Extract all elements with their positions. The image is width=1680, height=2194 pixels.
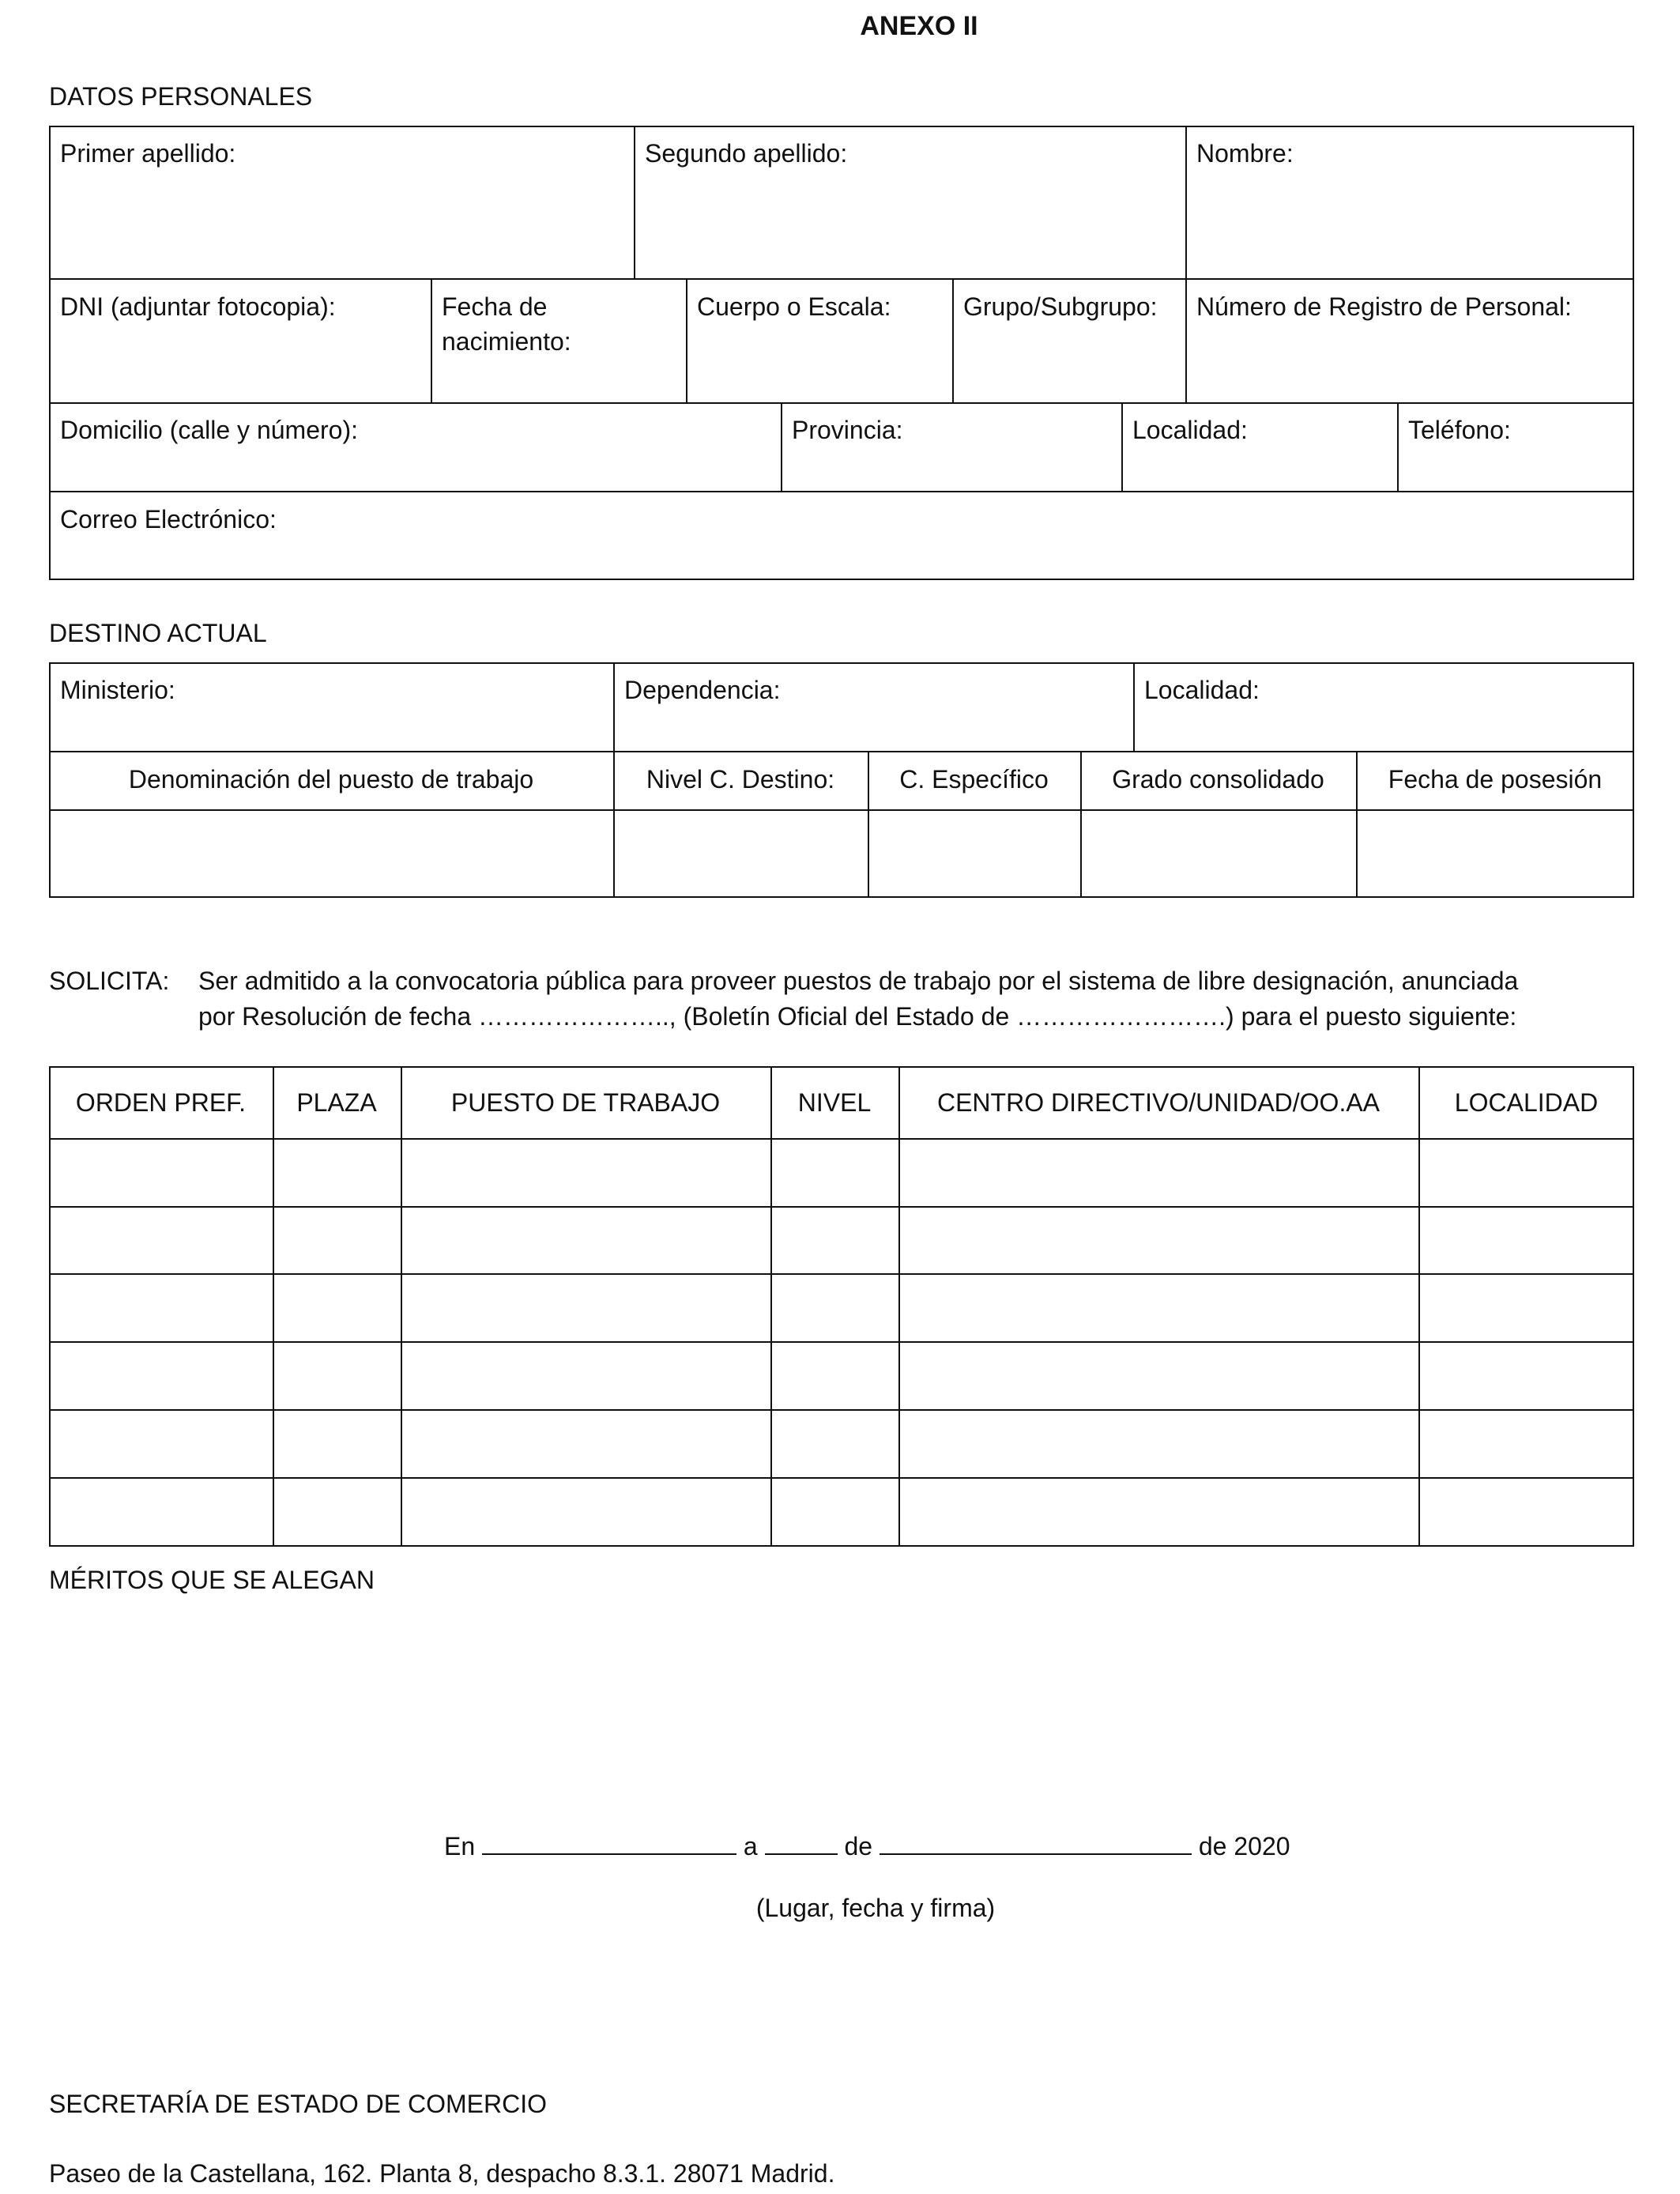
table-row[interactable] xyxy=(51,1208,1633,1273)
divider xyxy=(1121,402,1123,491)
column-header: Grado consolidado xyxy=(1112,765,1324,794)
field-dni[interactable]: DNI (adjuntar fotocopia): xyxy=(60,292,336,321)
field-cuerpo-escala[interactable]: Cuerpo o Escala: xyxy=(697,292,891,321)
firma-caption: (Lugar, fecha y firma) xyxy=(755,1894,996,1922)
table-row[interactable] xyxy=(51,1343,1633,1409)
column-header: PUESTO DE TRABAJO xyxy=(450,1088,721,1117)
firma-line xyxy=(444,1825,1290,1864)
field-localidad[interactable]: Localidad: xyxy=(1132,416,1248,444)
personal-data-table xyxy=(49,126,1634,580)
field-dependencia[interactable]: Dependencia: xyxy=(624,676,781,704)
column-header: Denominación del puesto de trabajo xyxy=(128,765,534,794)
firma-de-year: de 2020 xyxy=(1198,1832,1290,1860)
table-row[interactable] xyxy=(51,1275,1633,1341)
field-primer-apellido[interactable]: Primer apellido: xyxy=(60,139,236,168)
solicita-line-2: por Resolución de fecha ………………….., (Boletín Oficial del Estado de …………………….) para el puesto siguiente: xyxy=(198,1002,1517,1031)
field-ministerio[interactable]: Ministerio: xyxy=(60,676,175,704)
divider xyxy=(686,278,687,402)
solicita-label: SOLICITA: xyxy=(49,967,170,995)
mes-blank[interactable] xyxy=(880,1825,1192,1855)
page-title: ANEXO II xyxy=(860,11,978,41)
firma-a: a xyxy=(743,1832,758,1860)
column-header: Fecha de posesión xyxy=(1388,765,1603,794)
divider xyxy=(1185,126,1187,278)
column-header: Nivel C. Destino: xyxy=(646,765,835,794)
table-row[interactable] xyxy=(51,1411,1633,1477)
field-correo[interactable]: Correo Electrónico: xyxy=(60,505,277,533)
footer-org: SECRETARÍA DE ESTADO DE COMERCIO xyxy=(49,2090,548,2118)
field-fecha-nacimiento[interactable]: Fecha de nacimiento: xyxy=(442,292,571,356)
divider xyxy=(431,278,432,402)
divider xyxy=(634,126,635,278)
divider xyxy=(781,402,782,491)
field-domicilio[interactable]: Domicilio (calle y número): xyxy=(60,416,358,444)
divider xyxy=(1133,662,1135,751)
firma-en: En xyxy=(444,1832,476,1860)
field-nombre[interactable]: Nombre: xyxy=(1196,139,1294,168)
field-registro-personal[interactable]: Número de Registro de Personal: xyxy=(1196,292,1572,321)
divider xyxy=(49,809,1634,811)
solicita-line-1: Ser admitido a la convocatoria pública para proveer puestos de trabajo por el sistema de libre designación, anunciada xyxy=(198,967,1519,995)
column-header: C. Específico xyxy=(899,765,1049,794)
lugar-blank[interactable] xyxy=(482,1825,736,1855)
footer-address: Paseo de la Castellana, 162. Planta 8, despacho 8.3.1. 28071 Madrid. xyxy=(49,2159,835,2188)
table-row[interactable] xyxy=(51,1140,1633,1206)
divider xyxy=(1397,402,1399,491)
section-heading-destino: DESTINO ACTUAL xyxy=(49,619,267,647)
column-header: PLAZA xyxy=(296,1088,377,1117)
field-segundo-apellido[interactable]: Segundo apellido: xyxy=(645,139,848,168)
field-localidad-destino[interactable]: Localidad: xyxy=(1144,676,1260,704)
divider xyxy=(49,491,1634,492)
field-telefono[interactable]: Teléfono: xyxy=(1408,416,1511,444)
column-header: NIVEL xyxy=(797,1088,872,1117)
field-provincia[interactable]: Provincia: xyxy=(792,416,903,444)
table-row[interactable] xyxy=(51,1479,1633,1545)
dia-blank[interactable] xyxy=(765,1825,838,1855)
firma-de: de xyxy=(844,1832,873,1860)
field-grupo-subgrupo[interactable]: Grupo/Subgrupo: xyxy=(963,292,1158,321)
divider xyxy=(49,278,1634,280)
section-heading-personal: DATOS PERSONALES xyxy=(49,82,313,111)
divider xyxy=(952,278,954,402)
meritos-heading: MÉRITOS QUE SE ALEGAN xyxy=(49,1566,375,1594)
divider xyxy=(1185,278,1187,402)
divider xyxy=(49,751,1634,752)
column-header: CENTRO DIRECTIVO/UNIDAD/OO.AA xyxy=(936,1088,1381,1117)
column-header: ORDEN PREF. xyxy=(75,1088,247,1117)
column-header: LOCALIDAD xyxy=(1454,1088,1599,1117)
